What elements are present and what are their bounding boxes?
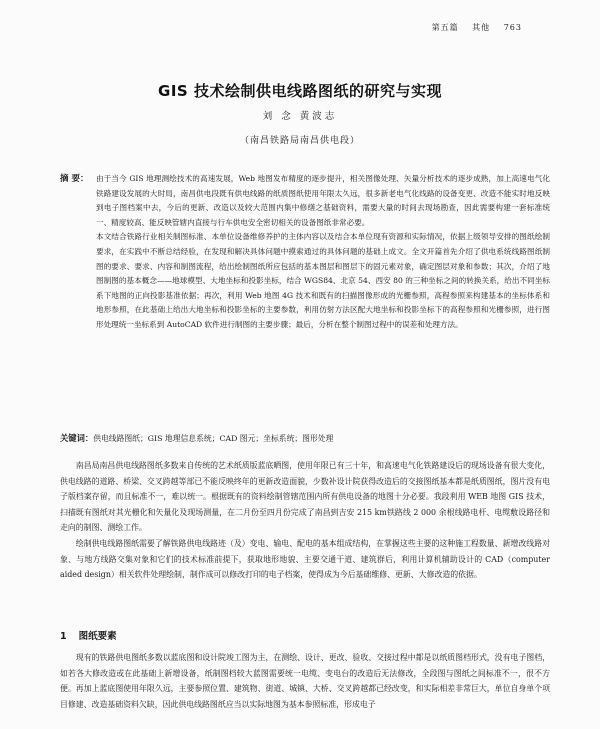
keywords-label: 关键词： [60,433,94,443]
body-text [60,458,550,583]
header-section: 其他 [472,23,491,32]
paper-affiliation: （南昌铁路局南昌供电段） [239,136,360,146]
abstract-block [60,172,550,333]
header-page-number: 763 [503,23,522,32]
body-paragraph: 绘制供电线路图纸需要了解铁路供电线路迹（及）变电、输电、配电的基本组成结构，在掌握这些主要的这种施工程数量、新增改线路对象、与地方线路交集对象和它们的技术标准前提下，获取地形地貌、主要交通干道、建筑群后，利用计算机辅助设计的 CAD（computer aided design）相关软件处理绘制，制作成可以修改打印的电子档案，使得成为今后基础维修、更新、大修改造的依据。 [60,538,550,580]
running-header [422,22,522,33]
keywords-text: 供电线路图纸；GIS 地理信息系统；CAD 图元；坐标系统；图形处理 [93,434,334,443]
section-body-text [60,650,550,712]
keywords-line [60,431,550,446]
header-issue: 第五篇 [431,23,459,32]
abstract-body [96,172,550,333]
section-number: 1 [60,631,67,642]
section-title: 图纸要素 [78,631,117,642]
body-paragraph: 现有的铁路供电图纸多数以蓝底图和设计院竣工图为主，在测绘、设计、更改、验收、交接过程中都是以纸质图档形式，没有电子图档，如若各大修改造或在此基础上新增设备，纸制图档较大蓝图需要统一电缆、变电台的改造后无法修改，全段图与图纸之间标准不一，很不方便。再加上蓝底图使用年限久远，主要参照位置、建筑物、街道、城镇、大桥、交叉跨越都已经改变，和实际相差非常巨大，单位自身单个项目修建、改造基础资料欠缺，因此供电线路图纸应当以实际地图为基本参照标准，形成电子 [60,653,550,709]
section-heading [60,628,129,642]
body-paragraph: 南昌局南昌供电线路图纸多数来自传统的艺术纸质版蓝底晒图，使用年限已有三十年，和高速电气化铁路建设后的现场设备有很大变化，供电线路的道路、桥梁、交叉跨越等部已不能反映终年的更新改造面貌，少数补设计院获得改造后的交接图纸基本都是纸质图纸，图片没有电子版档案存留，而且标准不一，难以统一。根据既有的资料绘制管辖范围内所有供电设备的地图十分必要。我段利用 WEB 地图 GIS 技术，扫描既有图纸对其光栅化和矢量化及现场测量，在二月份至四月份完成了南昌到吉安 215 km铁路线 2 000 余根线路电杆、电缆敷设路径和走向的制图、测绘工作。 [60,461,550,533]
abstract-paragraph: 由于当今 GIS 地理测绘技术的高速发展，Web 地图发布精度的逐步提升，相关图像处理、矢量分析技术的逐步成熟，加上高速电气化铁路建设发展的大时局，南昌供电段既有供电线路的纸质图纸使用年限太久远，很多新老电气化线路的设备变更、改造不能实时地反映到电子图档案中去，今后的更新、改造以及较大范围内集中修缮之基础资料，需要大量的时间去现场勘查，因此需要构建一套标准统一、精度较高、能反映管辖内直接与行车供电安全密切相关的设备图纸非常必要。 [96,174,550,227]
paper-title: GIS 技术绘制供电线路图纸的研究与实现 [158,82,442,100]
paper-authors: 刘 念 黄波志 [262,111,338,122]
abstract-label: 摘 要： [60,174,89,184]
abstract-paragraph: 本文结合铁路行业相关制图标准、本单位设备维修养护的主体内容以及结合本单位现有资源和实际情况，依据上级领导安排的图纸绘制要求，在实践中不断总结经验，在发现和解决具体问题中摸索通过的具体问题的基础上成文。全文开篇首先介绍了供电系统线路图纸制图的要求、要求、内容和制图流程，给出绘制图纸所应包括的基本图层和图层下的固元素对象，确定图层对象和参数；其次，介绍了地图制图的基本概念——地球模型、大地坐标和投影坐标，结合 WGS84、北京 54、西安 80 的三种坐标之间的转换关系，给出不同坐标系下地图的正向投影基准依据；再次，利用 Web 地图 4G 技术和既有的扫描图像形成的光栅参照，高程参照来构建基本的坐标体系和地形参照，在此基础上给出大地坐标和投影坐标的主要参数，利用仿射方法区配大地坐标和投影坐标下的高程参照和光栅参照，进行图形处理统一坐标系到 AutoCAD 软件进行制图的主要步骤；最后，分析在整个制图过程中的误差和处理方法。 [96,232,550,329]
